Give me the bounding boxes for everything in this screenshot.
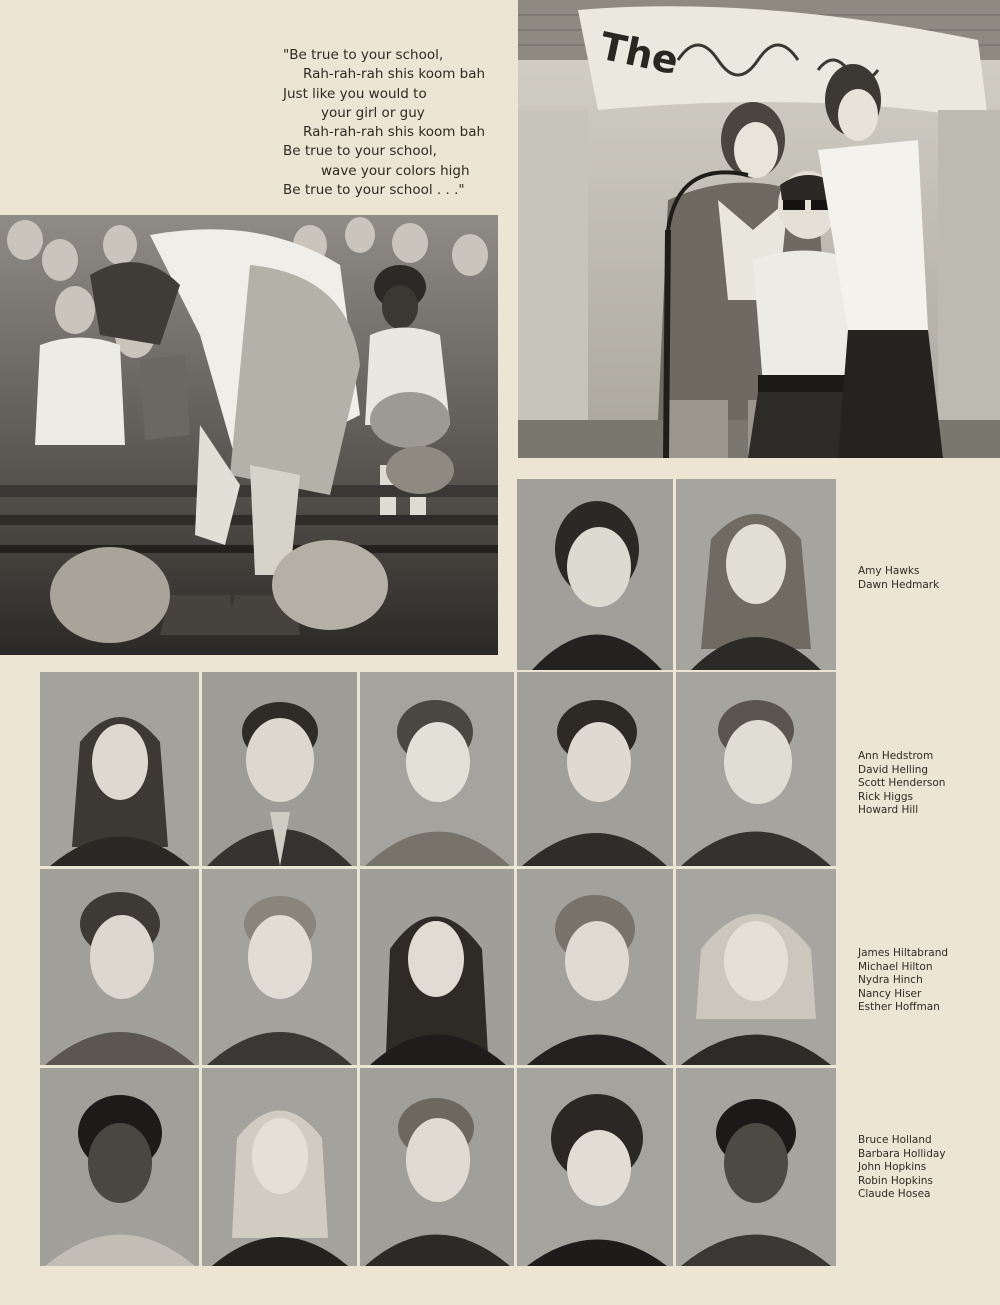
student-name: Esther Hoffman (858, 1001, 940, 1014)
portrait-photo (517, 869, 673, 1065)
portrait-photo (40, 1068, 199, 1266)
student-name: Ann Hedstrom (858, 750, 934, 762)
name-list-row-2 (858, 750, 998, 818)
student-name: Rick Higgs (858, 790, 914, 803)
student-name: Barbara Holliday (858, 1147, 946, 1160)
stage-skit-photo (518, 0, 1000, 458)
portrait-photo (676, 1068, 836, 1266)
lyric-line: Rah-rah-rah shis koom bah (303, 124, 486, 141)
student-name: John Hopkins (858, 1161, 927, 1174)
student-name: Bruce Holland (858, 1134, 932, 1146)
student-name: Nancy Hiser (858, 987, 922, 1000)
portrait-photo (517, 479, 673, 670)
student-name: Nydra Hinch (858, 974, 923, 987)
portrait-photo (202, 1068, 357, 1266)
lyric-line: "Be true to your school, (283, 47, 444, 63)
student-name: James Hiltabrand (858, 947, 949, 959)
lyric-line: wave your colors high (321, 162, 470, 179)
portrait-photo (676, 869, 836, 1065)
student-name: Dawn Hedmark (858, 578, 940, 591)
banner-text: The (596, 23, 683, 84)
lyric-line: Be true to your school . . ." (283, 182, 465, 199)
cheerleader-photo (0, 215, 498, 655)
portrait-photo (676, 672, 836, 866)
portrait-photo (40, 672, 199, 866)
student-name: Robin Hopkins (858, 1174, 933, 1187)
portrait-photo (517, 1068, 673, 1266)
portrait-photo (517, 672, 673, 866)
lyric-line: Rah-rah-rah shis koom bah (303, 66, 486, 83)
portrait-photo (40, 869, 199, 1065)
portrait-photo (360, 869, 514, 1065)
portrait-photo (360, 1068, 514, 1266)
name-list-row-1 (858, 565, 998, 592)
portrait-photo (202, 869, 357, 1065)
song-lyrics (283, 46, 533, 200)
lyric-line: your girl or guy (321, 104, 425, 121)
lyric-line: Be true to your school, (283, 143, 437, 160)
name-list-row-4 (858, 1134, 998, 1202)
student-name: Howard Hill (858, 804, 919, 817)
student-name: Scott Henderson (858, 777, 946, 790)
student-name: Claude Hosea (858, 1188, 931, 1201)
lyric-line: Just like you would to (283, 85, 427, 102)
student-name: Michael Hilton (858, 960, 933, 973)
student-name: David Helling (858, 763, 929, 776)
student-name: Amy Hawks (858, 565, 920, 577)
name-list-row-3 (858, 947, 998, 1015)
portrait-photo (676, 479, 836, 670)
portrait-photo (202, 672, 357, 866)
portrait-photo (360, 672, 514, 866)
